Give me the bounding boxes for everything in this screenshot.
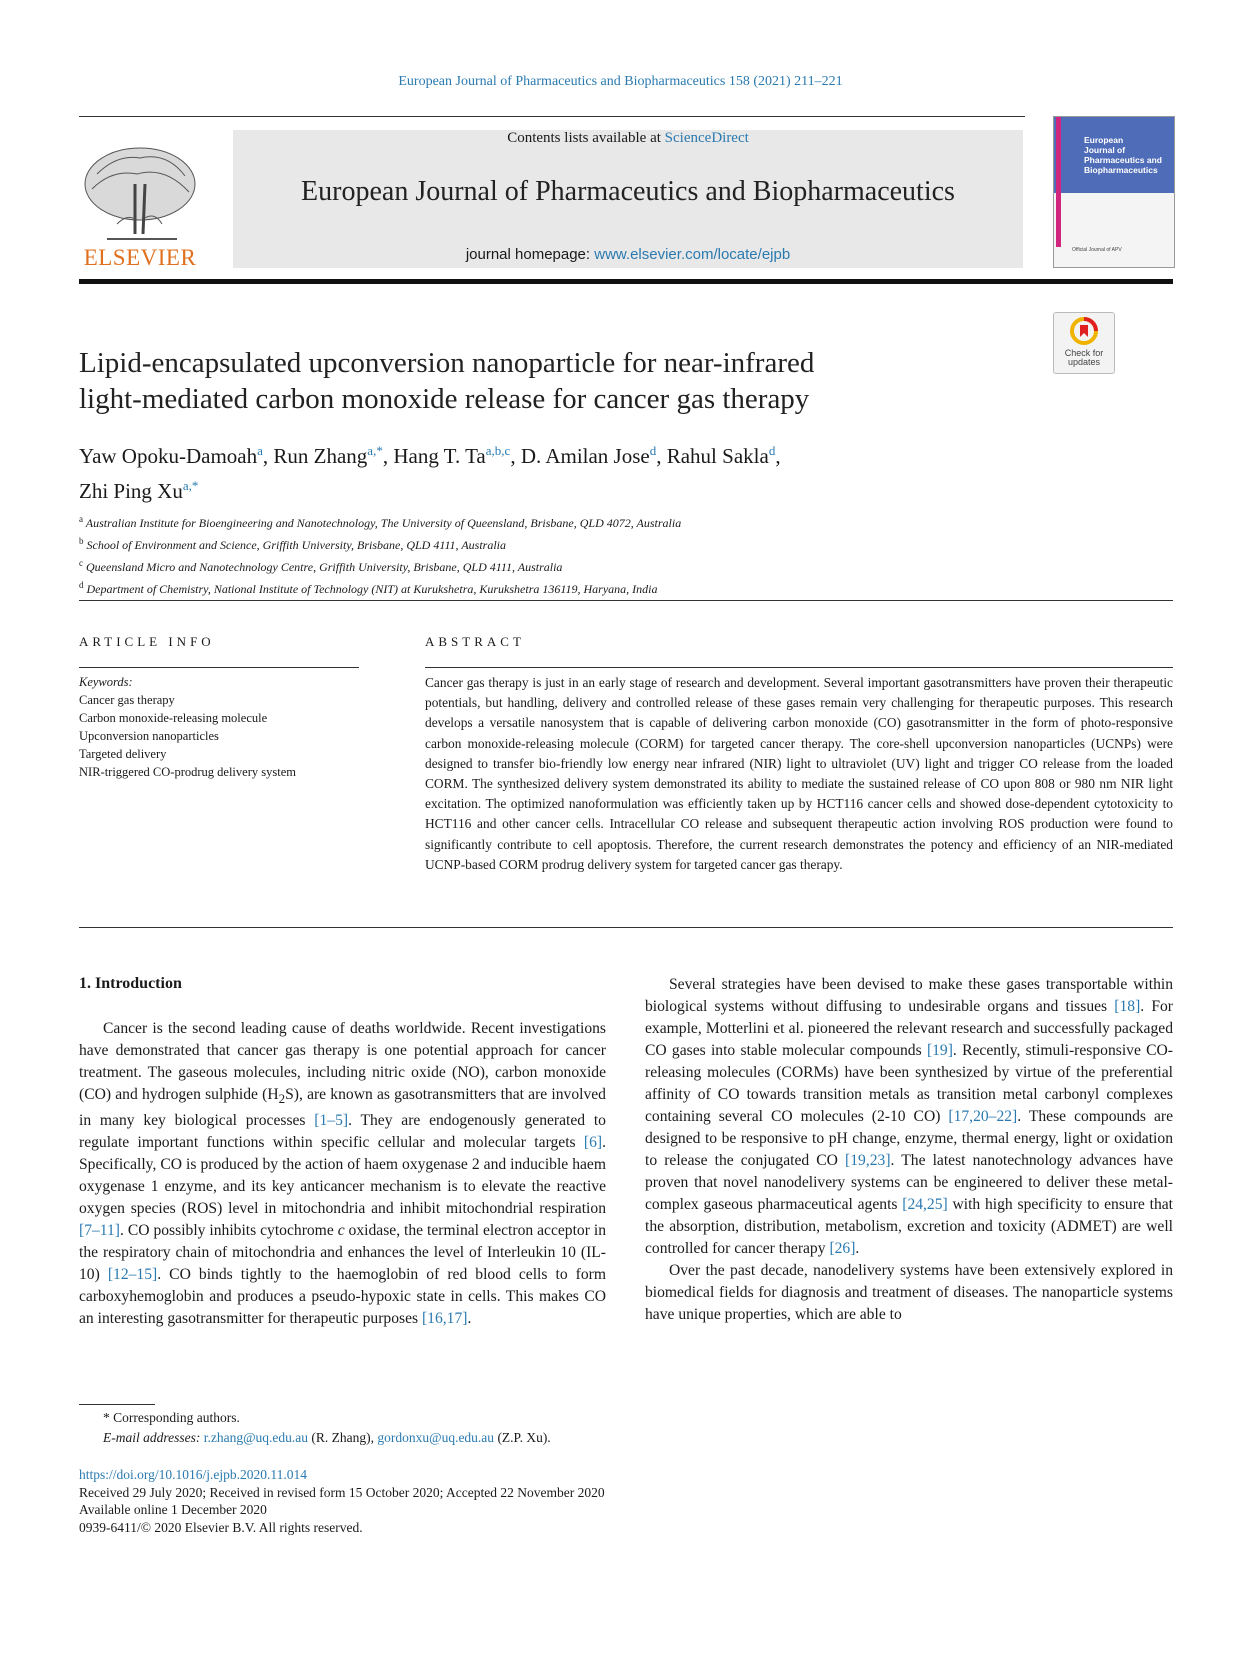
doi-link[interactable]: https://doi.org/10.1016/j.ejpb.2020.11.014	[79, 1467, 308, 1482]
citation-link[interactable]: [17,20–22]	[948, 1108, 1018, 1125]
keywords-list	[79, 673, 359, 781]
subscript: 2	[278, 1091, 286, 1107]
citation-link[interactable]: [19]	[926, 1042, 953, 1059]
section-heading-introduction: 1. Introduction	[79, 975, 182, 992]
copyright: 0939-6411/© 2020 Elsevier B.V. All rights reserved.	[79, 1519, 363, 1535]
header-thick-rule	[79, 279, 1173, 284]
affiliation: $^a$ Australian Institute for Bioengineering and Nanotechnology, The University of Queensland, Brisbane, QLD 4072, Australia	[79, 514, 682, 530]
affiliations	[79, 510, 979, 598]
citation-link[interactable]: [18]	[1114, 998, 1141, 1015]
body-column-left	[79, 1018, 606, 1330]
cover-footer: Official Journal of APV	[1072, 247, 1122, 253]
paper-title: Lipid-encapsulated upconversion nanoparticle for near-infrared light-mediated carbon monoxide release for cancer gas therapy	[79, 347, 815, 415]
author-list: Yaw Opoku-Damoah$^a$, Run Zhang$^{a,*}$, Hang T. Ta$^{a,b,c}$, D. Amilan Jose$^d$, Rahul Sakla$^d$, Zhi Ping $Xu^{a,*}$	[79, 443, 781, 503]
keyword: Upconversion nanoparticles	[79, 729, 219, 743]
citation-link[interactable]: [1–5]	[314, 1112, 349, 1130]
publisher-name: ELSEVIER	[83, 245, 197, 270]
journal-banner	[233, 130, 1023, 268]
affiliation: $^b$ School of Environment and Science, Griffith University, Brisbane, QLD 4111, Australia	[79, 536, 507, 552]
keyword: NIR-triggered CO-prodrug delivery system	[79, 765, 296, 779]
paragraph: Cancer is the second leading cause of deaths worldwide. Recent investigations have demonstrated that cancer gas therapy is one potential approach for cancer treatment. The gaseous molecules, including nitric oxide (NO), carbon monoxide (CO) and hydrogen sulphide $(H_2S)$, are known as gasotransmitters that are involved in many key biological processes [1–5]. They are endogenously generated to regulate important functions within specific cellular and molecular targets [6]. Specifically, CO is produced by the action of haem oxygenase 2 and inducible haem oxygenase 1 enzyme, and its key anticancer mechanism is to elevate the reactive oxygen species (ROS) level in mitochondria and inhibit mitochondrial respiration [7–11]. CO possibly inhibits cytochrome c oxidase, the terminal electron acceptor in the respiratory chain of mitochondria and enhances the level of Interleukin 10 (IL-10) [12–15]. CO binds tightly to the haemoglobin of red blood cells to form carboxyhemoglobin and produces a pseudo-hypoxic state in cells. This makes CO an interesting gasotransmitter for therapeutic purposes [16,17].	[79, 1020, 606, 1328]
abstract-bottom-rule	[79, 927, 1173, 928]
email-link[interactable]: r.zhang@uq.edu.au	[203, 1430, 309, 1445]
received-dates: Received 29 July 2020; Received in revised form 15 October 2020; Accepted 22 November 2020	[79, 1484, 605, 1500]
check-updates-label: Check for updates	[1064, 348, 1104, 367]
citation-link[interactable]: [16,17]	[421, 1310, 468, 1328]
affiliation: $^d$ Department of Chemistry, National Institute of Technology (NIT) at Kurukshetra, Kurukshetra 136119, Haryana, India	[79, 580, 658, 596]
citation-link[interactable]: [12–15]	[107, 1266, 158, 1284]
corresponding-note: * Corresponding authors.	[103, 1410, 240, 1425]
check-updates-icon	[1070, 317, 1098, 345]
paragraph: Over the past decade, nanodelivery systems have been extensively explored in biomedical fields for diagnosis and treatment of diseases. The nanoparticle systems have unique properties, which are able to	[645, 1262, 1173, 1323]
journal-reference[interactable]: European Journal of Pharmaceutics and Biopharmaceutics 158 (2021) 211–221	[398, 74, 843, 89]
cover-title: European Journal of Pharmaceutics and Biopharmaceutics	[1084, 135, 1162, 175]
citation-link[interactable]: [6]	[583, 1134, 603, 1152]
paragraph: Several strategies have been devised to make these gases transportable within biological systems without diffusing to undesirable organs and tissues [18]. For example, Motterlini et al. pioneered the relevant research and successfully packaged CO gases into stable molecular compounds [19]. Recently, stimuli-responsive CO-releasing molecules (CORMs) have been synthesized by virtue of the preferential affinity of CO towards transition metals as transition metal carbonyl complexes containing several CO molecules (2-10 CO) [17,20–22]. These compounds are designed to be responsive to pH change, enzyme, thermal energy, light or oxidation to release the conjugated CO [19,23]. The latest nanotechnology advances have proven that novel nanodelivery systems can be engineered to deliver these metal-complex gaseous pharmaceutical agents [24,25] with high specificity to ensure that the absorption, distribution, metabolism, excretion and toxicity (ADMET) are well controlled for cancer therapy [26].	[645, 976, 1173, 1257]
citation-link[interactable]: [7–11]	[79, 1222, 120, 1240]
citation-link[interactable]: [19,23]	[845, 1152, 891, 1169]
homepage-link[interactable]: www.elsevier.com/locate/ejpb	[594, 246, 791, 263]
cover-stripe	[1056, 117, 1061, 247]
publication-info	[79, 1466, 979, 1536]
abstract-heading: ABSTRACT	[425, 634, 525, 649]
journal-title: European Journal of Pharmaceutics and Biopharmaceutics	[301, 176, 955, 207]
keyword: Cancer gas therapy	[79, 693, 175, 707]
check-for-updates-button[interactable]	[1053, 312, 1115, 374]
abstract-text: Cancer gas therapy is just in an early stage of research and development. Several important gasotransmitters have proven their therapeutic potentials, but handling, delivery and controlled release of these gases remain very challenging for therapeutic purposes. This research develops a versatile nanosystem that is capable of delivering carbon monoxide (CO) gasotransmitter in the form of photo-responsive carbon monoxide-releasing molecule (CORM) for targeted cancer therapy. The core-shell upconversion nanoparticles (UCNPs) were designed to transfer bio-friendly low energy near infrared (NIR) light to ultraviolet (UV) light and trigger CO release from the loaded CORM. The synthesized delivery system demonstrated its ability to mediate the sustained release of CO upon 808 or 980 nm NIR light excitation. The optimized nanoformulation was efficiently taken up by HCT116 cancer cells and showed dose-dependent cytotoxicity to HCT116 and other cancer cells. Intracellular CO release and subsequent therapeutic action involving ROS production were found to significantly contribute to cell apoptosis. Therefore, the current research demonstrates the potency and efficiency of an NIR-mediated UCNP-based CORM prodrug delivery system for targeted cancer gas therapy.	[425, 675, 1173, 872]
keyword: Carbon monoxide-releasing molecule	[79, 711, 268, 725]
author[interactable]: Yaw Opoku-Damoah	[79, 444, 258, 468]
author[interactable]: Rahul Sakla	[666, 444, 769, 468]
keywords-label: Keywords:	[79, 675, 133, 689]
contents-line: Contents lists available at ScienceDirect	[507, 130, 749, 146]
journal-cover-thumbnail[interactable]	[1053, 116, 1175, 268]
sciencedirect-link[interactable]: ScienceDirect	[664, 130, 749, 146]
body-column-right	[645, 974, 1173, 1326]
email-line: E-mail addresses: r.zhang@uq.edu.au (R. Zhang), gordonxu@uq.edu.au (Z.P. Xu).	[103, 1430, 551, 1445]
citation-link[interactable]: [26]	[829, 1240, 856, 1257]
section-rule	[79, 600, 1173, 601]
article-info-heading: ARTICLE INFO	[79, 634, 215, 649]
keyword: Targeted delivery	[79, 747, 167, 761]
available-online: Available online 1 December 2020	[79, 1502, 267, 1517]
author[interactable]: Zhi Ping Xu	[79, 479, 183, 503]
italic-text: c	[337, 1222, 345, 1240]
article-info-rule	[79, 667, 359, 668]
email-link[interactable]: gordonxu@uq.edu.au	[377, 1430, 495, 1445]
author[interactable]: Run Zhang	[273, 444, 368, 468]
citation-link[interactable]: [24,25]	[902, 1196, 948, 1213]
author[interactable]: Hang T. Ta	[393, 444, 486, 468]
footnote-rule	[79, 1404, 155, 1405]
header-rule	[79, 116, 1025, 117]
abstract-rule	[425, 667, 1173, 668]
author[interactable]: D. Amilan Jose	[520, 444, 650, 468]
affiliation: $^c$ Queensland Micro and Nanotechnology Centre, Griffith University, Brisbane, QLD 4111, Australia	[79, 558, 563, 574]
footnote	[79, 1408, 979, 1448]
homepage-line: journal homepage: www.elsevier.com/locate/ejpb	[465, 246, 791, 263]
